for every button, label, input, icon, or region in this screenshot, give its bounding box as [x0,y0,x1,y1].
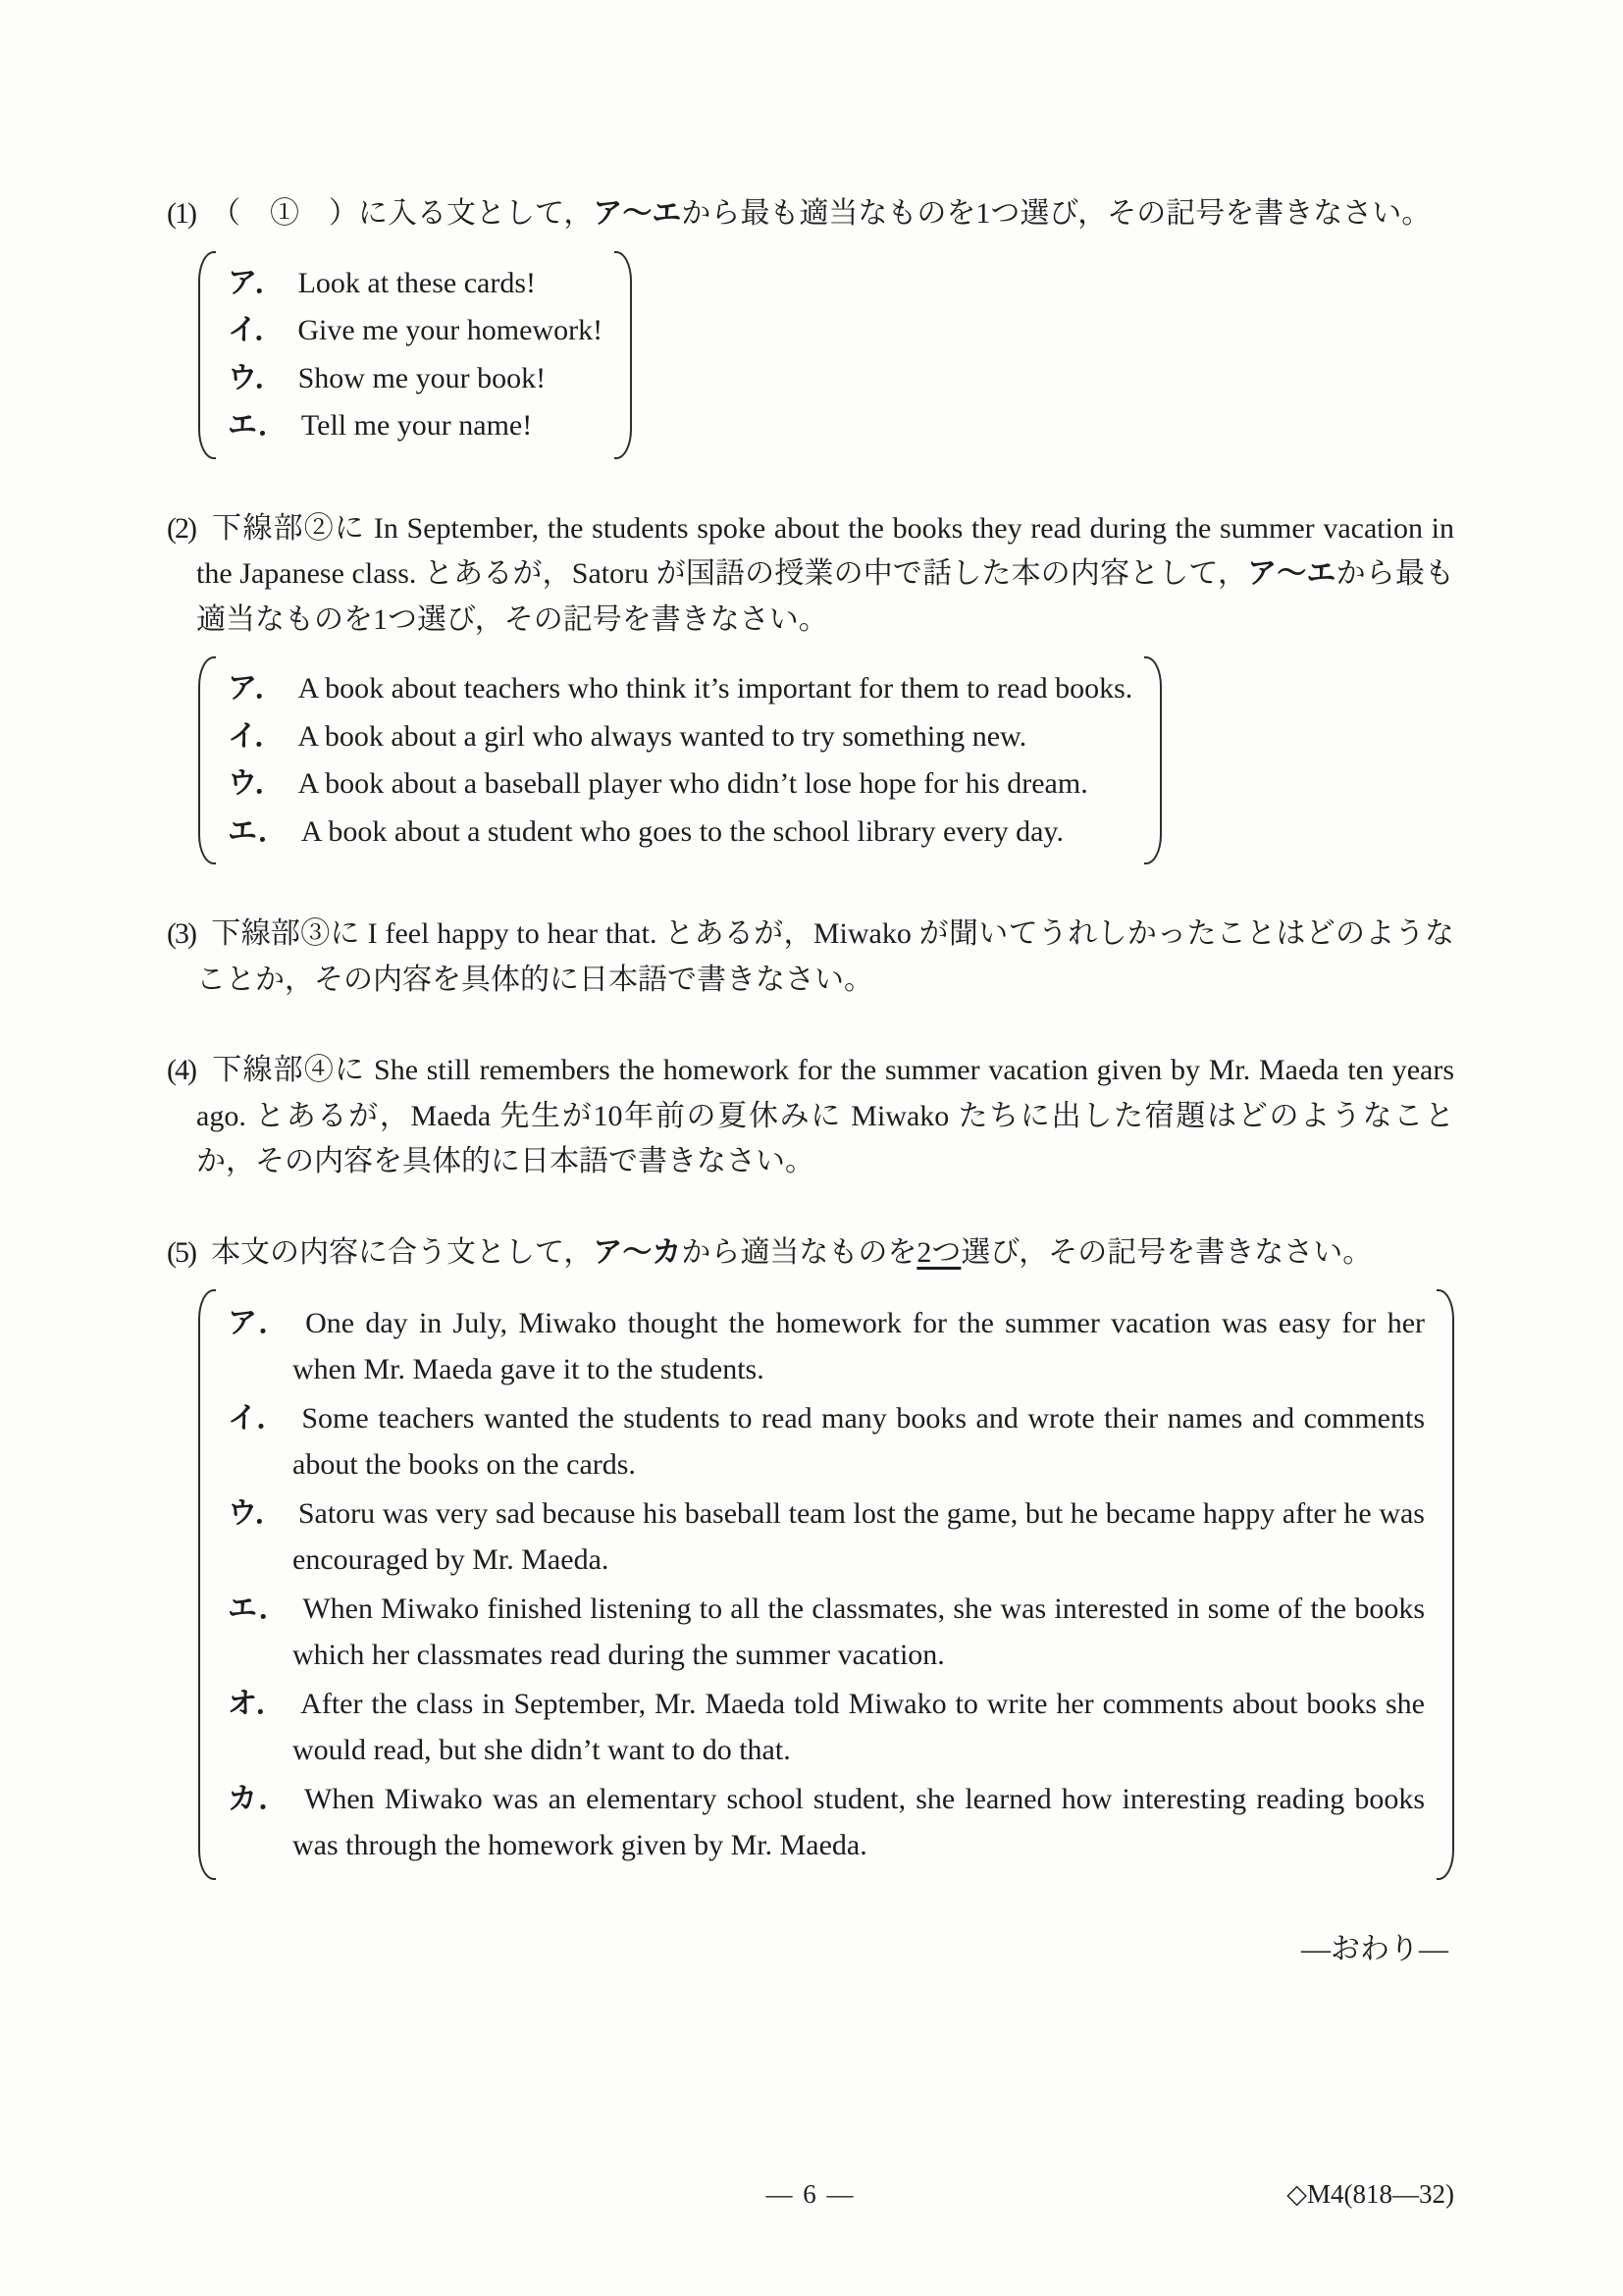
option-text: Tell me your name! [300,409,533,442]
prompt-segment: 下線部④に She still remembers the homework for the summer vacation given by Mr. Maeda ten years ago. とあるが，Maeda 先生が10年前の夏休みに Miwako たちに出した宿題はどのようなことか，その内容を具体的に日本語で書きなさい。 [196,1054,1454,1177]
exam-content [167,191,1454,2174]
option-label: エ． [228,409,288,442]
question-5-options [198,1287,1454,1882]
page-number: ― 6 ― [765,2179,856,2209]
option-label: ア． [228,266,285,299]
option-row [228,1491,1425,1583]
option-row [228,261,602,307]
option-text: A book about a girl who always wanted to try something new. [297,719,1027,753]
option-text: A book about teachers who think it’s important for them to read books. [297,672,1133,704]
option-text: When Miwako was an elementary school student, she learned how interesting reading books was through the homework given by Mr. Maeda. [292,1783,1425,1861]
option-row [228,356,602,402]
question-number: (4) [167,1054,195,1086]
prompt-segment: （ ① ）に入る文として， [210,197,594,230]
question-number: (5) [167,1235,195,1269]
option-label: ウ． [228,1497,285,1530]
option-row [228,1396,1425,1487]
page-footer [167,2174,1454,2218]
prompt-segment: から最も適当なものを1つ選び，その記号を書きなさい。 [681,197,1432,230]
option-group-bracket [198,654,1162,866]
option-row [228,403,602,449]
option-row [228,308,602,354]
question-4 [167,1048,1454,1185]
option-text: A book about a student who goes to the school library every day. [300,814,1064,848]
question-2-prompt [167,506,1454,644]
option-row [228,1301,1425,1392]
option-text: Look at these cards! [297,266,537,299]
question-3-prompt [167,912,1454,1003]
option-label: イ． [228,1402,288,1435]
question-number: (1) [167,197,195,230]
option-label: エ． [228,814,288,848]
end-mark: ―おわり― [1301,1933,1448,1965]
option-label: ウ． [228,767,285,800]
prompt-segment: 本文の内容に合う文として， [210,1235,594,1269]
option-label: イ． [228,719,285,753]
option-row [228,1587,1425,1678]
option-row [228,1682,1425,1773]
question-5-prompt [167,1230,1454,1277]
option-text: When Miwako finished listening to all the classmates, she was interested in some of the books which her classmates read during the summer vacation. [292,1592,1425,1671]
option-row [228,714,1132,760]
option-text: Show me your book! [297,361,547,394]
prompt-underlined-count: 2つ [916,1235,962,1269]
question-2 [167,506,1454,867]
question-number: (3) [167,917,195,950]
prompt-segment: 下線部②に In September, the students spoke about the books they read during the summer vacation in the Japanese class. とあるが，Satoru が国語の授業の中で話した本の内容として， [196,511,1454,590]
question-1-prompt [167,191,1454,237]
option-label: ア． [228,672,285,704]
question-5 [167,1230,1454,1883]
option-text: After the class in September, Mr. Maeda told Miwako to write her comments about books she would read, but she didn’t want to do that. [292,1688,1425,1766]
question-4-prompt [167,1048,1454,1185]
option-label: カ． [228,1783,291,1815]
option-text: A book about a baseball player who didn’t lose hope for his dream. [297,767,1088,800]
prompt-segment: から適当なものを [681,1235,917,1269]
option-row [228,1777,1425,1868]
option-label: エ． [228,1592,289,1625]
option-label: ア． [228,1307,292,1339]
question-1 [167,191,1454,461]
prompt-segment: 選び，その記号を書きなさい。 [961,1235,1373,1269]
prompt-segment: から最も適当なものを1つ選び，その記号を書きなさい。 [196,557,1455,636]
option-label: ウ． [228,361,285,394]
option-group-bracket [198,249,632,461]
option-label: オ． [228,1688,288,1720]
prompt-choice-range: ア～カ [593,1235,682,1269]
option-row [228,761,1132,808]
prompt-choice-range: ア～エ [1247,557,1336,590]
option-text: Satoru was very sad because his baseball team lost the game, but he became happy after he was encouraged by Mr. Maeda. [292,1497,1425,1576]
option-text: Some teachers wanted the students to read many books and wrote their names and comments about the books on the cards. [292,1402,1425,1481]
question-3 [167,912,1454,1003]
doc-code: ◇M4(818―32) [1286,2179,1454,2209]
prompt-choice-range: ア～エ [593,197,682,230]
question-1-options [198,249,1454,461]
question-number: (2) [167,511,195,545]
option-row [228,666,1132,712]
option-row [228,809,1132,856]
option-group-bracket [198,1287,1454,1882]
option-text: One day in July, Miwako thought the homework for the summer vacation was easy for her when Mr. Maeda gave it to the students. [292,1307,1425,1385]
question-2-options [198,654,1454,866]
option-text: Give me your homework! [297,314,603,346]
prompt-segment: 下線部③に I feel happy to hear that. とあるが，Miwako が聞いてうれしかったことはどのようなことか，その内容を具体的に日本語で書きなさい。 [196,917,1454,996]
option-label: イ． [228,314,285,346]
